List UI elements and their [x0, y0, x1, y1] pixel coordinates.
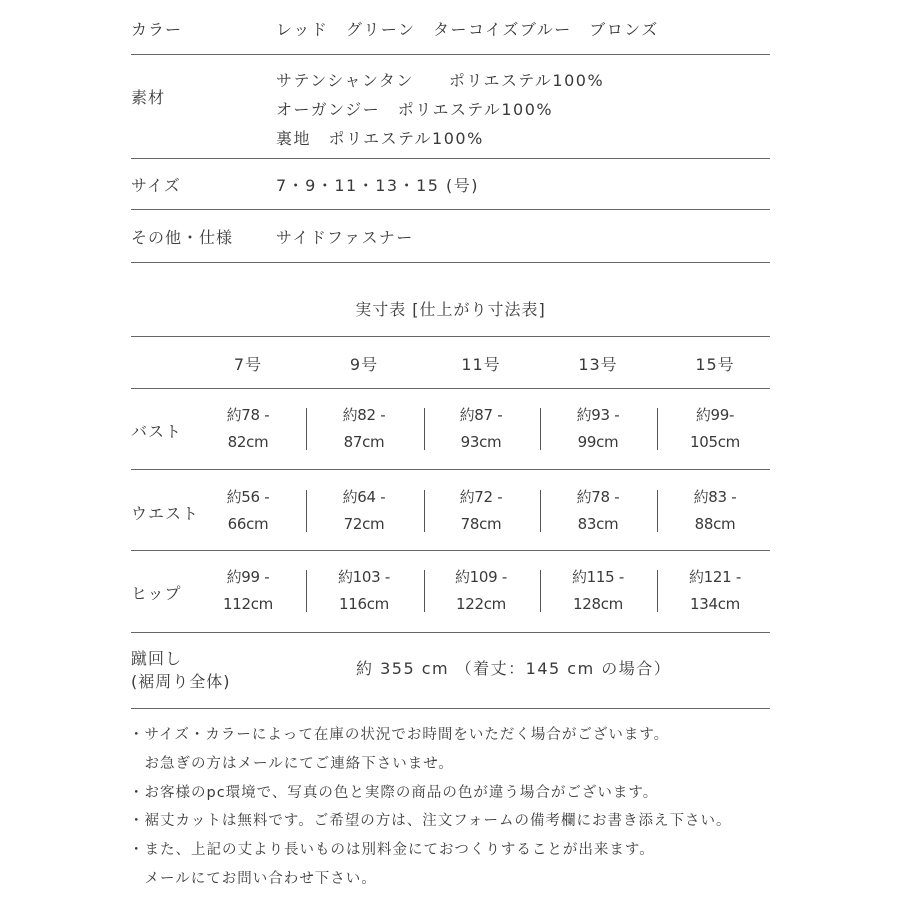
table-cell: 約56 - 66cm — [226, 488, 270, 533]
table-cell: 約103 - 116cm — [337, 568, 390, 613]
divider — [131, 550, 770, 551]
divider — [131, 158, 770, 159]
size-table-title: 実寸表 [仕上がり寸法表] — [355, 300, 546, 319]
table-cell: 約93 - 99cm — [576, 406, 620, 451]
column-separator — [306, 570, 307, 612]
table-cell: 約99- 105cm — [690, 406, 740, 451]
column-separator — [540, 570, 541, 612]
table-cell: 約121 - 134cm — [688, 568, 741, 613]
hem-value: 約 355 cm （着丈：145 cm の場合） — [356, 659, 672, 678]
material-line: オーガンジー ポリエステル100% — [276, 100, 554, 119]
divider — [131, 209, 770, 210]
table-cell: 約115 - 128cm — [571, 568, 624, 613]
table-cell: 約87 - 93cm — [459, 406, 503, 451]
color-value: レッド グリーン ターコイズブルー ブロンズ — [276, 20, 659, 39]
note-line: メールにてお問い合わせ下さい。 — [129, 871, 377, 887]
material-line: サテンシャンタン ポリエステル100% — [276, 71, 605, 90]
table-cell: 約99 - 112cm — [223, 568, 273, 613]
size-value: 7・9・11・13・15 (号) — [276, 176, 480, 195]
column-separator — [306, 408, 307, 450]
note-line: ・サイズ・カラーによって在庫の状況でお時間をいただく場合がございます。 — [129, 727, 670, 743]
table-cell: 約78 - 83cm — [576, 488, 620, 533]
divider — [131, 632, 770, 633]
material-line: 裏地 ポリエステル100% — [276, 129, 484, 148]
color-label: カラー — [131, 20, 183, 39]
row-label: ヒップ — [131, 584, 182, 603]
column-separator — [540, 490, 541, 532]
other-label: その他・仕様 — [131, 228, 234, 247]
divider — [131, 262, 770, 263]
material-values — [276, 66, 604, 153]
divider — [131, 469, 770, 470]
table-cell: 約64 - 72cm — [342, 488, 386, 533]
table-cell: 約109 - 122cm — [454, 568, 507, 613]
column-separator — [424, 408, 425, 450]
column-header: 9号 — [349, 355, 379, 374]
column-separator — [306, 490, 307, 532]
material-label: 素材 — [131, 88, 166, 107]
note-line: ・また、上記の丈より長いものは別料金にておつくりすることが出来ます。 — [129, 842, 655, 858]
divider — [131, 388, 770, 389]
hem-label: 蹴回し (裾周り全体) — [131, 649, 231, 691]
column-separator — [424, 570, 425, 612]
column-header: 11号 — [461, 355, 501, 374]
other-value: サイドファスナー — [276, 228, 414, 247]
column-header: 15号 — [695, 355, 735, 374]
note-line: ・裾丈カットは無料です。ご希望の方は、注文フォームの備考欄にお書き添え下さい。 — [129, 813, 732, 829]
divider — [131, 54, 770, 55]
column-separator — [657, 408, 658, 450]
row-label: バスト — [131, 422, 183, 441]
column-header: 7号 — [233, 355, 263, 374]
column-separator — [540, 408, 541, 450]
table-cell: 約72 - 78cm — [459, 488, 503, 533]
size-label: サイズ — [131, 176, 181, 195]
note-line: お急ぎの方はメールにてご連絡下さいませ。 — [129, 756, 454, 772]
row-label: ウエスト — [131, 504, 200, 523]
column-separator — [657, 490, 658, 532]
divider — [131, 336, 770, 337]
table-cell: 約82 - 87cm — [342, 406, 386, 451]
table-cell: 約83 - 88cm — [693, 488, 737, 533]
column-header: 13号 — [578, 355, 618, 374]
divider — [131, 708, 770, 709]
table-cell: 約78 - 82cm — [226, 406, 270, 451]
note-line: ・お客様のpc環境で、写真の色と実際の商品の色が違う場合がございます。 — [129, 785, 659, 801]
column-separator — [657, 570, 658, 612]
column-separator — [424, 490, 425, 532]
